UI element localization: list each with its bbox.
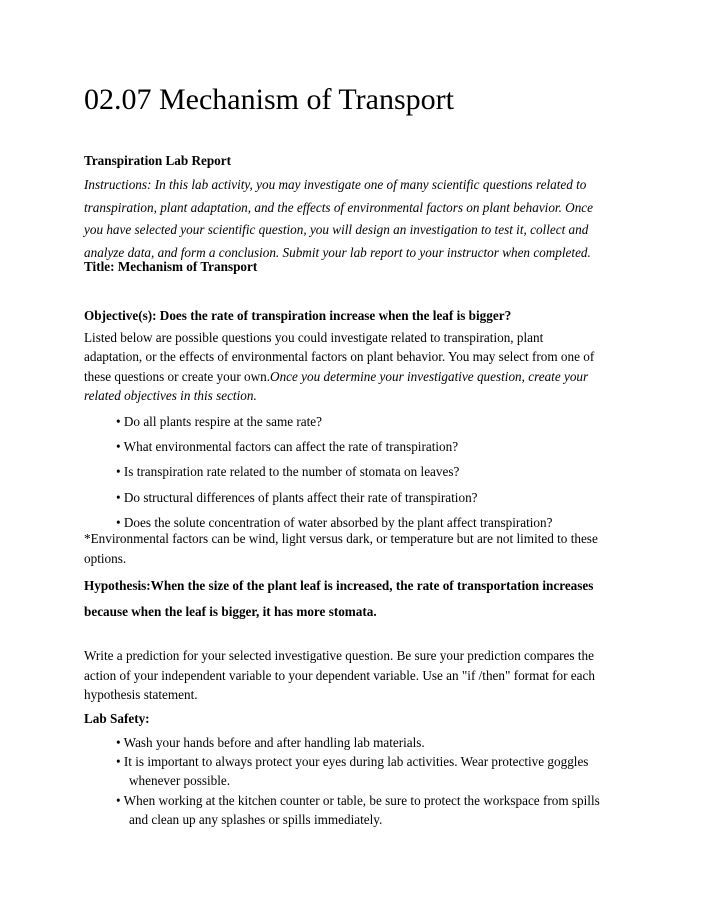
list-item: whenever possible. <box>129 773 231 789</box>
list-item: • When working at the kitchen counter or table, be sure to protect the workspace from spills <box>116 792 600 808</box>
objective-italic-line: related objectives in this section. <box>84 387 257 403</box>
prediction-line: Write a prediction for your selected investigative question. Be sure your prediction compares the <box>84 648 594 663</box>
objective-body <box>84 328 644 405</box>
list-item: • Is transpiration rate related to the number of stomata on leaves? <box>116 464 460 480</box>
lab-safety-heading: Lab Safety: <box>84 711 150 726</box>
list-item: • Does the solute concentration of water absorbed by the plant affect transpiration? <box>116 514 553 530</box>
list-item: • Wash your hands before and after handling lab materials. <box>116 735 425 750</box>
list-item: and clean up any splashes or spills immediately. <box>129 811 383 827</box>
safety-list <box>84 733 676 829</box>
instructions-line: transpiration, plant adaptation, and the effects of environmental factors on plant behavior. Once <box>84 199 594 215</box>
objective-line: these questions or create your own. <box>84 368 271 384</box>
environmental-note <box>84 529 644 568</box>
list-item: • What environmental factors can affect the rate of transpiration? <box>116 439 459 455</box>
instructions-line: Instructions: In this lab activity, you may investigate one of many scientific questions related to <box>84 177 587 192</box>
instructions-line: analyze data, and form a conclusion. Submit your lab report to your instructor when completed. <box>84 244 591 260</box>
title-line: Title: Mechanism of Transport <box>84 259 258 274</box>
hypothesis-line: because when the leaf is bigger, it has more stomata. <box>84 603 377 619</box>
objective-line: Listed below are possible questions you could investigate related to transpiration, plant <box>84 330 544 345</box>
report-heading: Transpiration Lab Report <box>84 153 232 168</box>
objective-heading: Objective(s): Does the rate of transpiration increase when the leaf is bigger? <box>84 308 512 323</box>
list-item: • Do all plants respire at the same rate? <box>116 414 323 429</box>
hypothesis-line: Hypothesis:When the size of the plant leaf is increased, the rate of transportation increases <box>84 578 594 593</box>
note-line: *Environmental factors can be wind, light versus dark, or temperature but are not limited to these <box>84 531 598 546</box>
objective-italic-tail: Once you determine your investigative question, create your <box>270 368 589 384</box>
hypothesis <box>84 573 644 624</box>
list-item: • Do structural differences of plants affect their rate of transpiration? <box>116 489 478 505</box>
prediction-line: action of your independent variable to your dependent variable. Use an "if /then" format for each <box>84 667 595 683</box>
note-line: options. <box>84 550 127 566</box>
instructions-paragraph <box>84 174 644 264</box>
prediction-line: hypothesis statement. <box>84 687 198 702</box>
list-item: • It is important to always protect your eyes during lab activities. Wear protective goggles <box>116 754 589 770</box>
instructions-line: you have selected your scientific question, you will design an investigation to test it, collect and <box>84 222 589 237</box>
objective-line-with-italic <box>84 367 644 386</box>
questions-list <box>84 409 676 535</box>
prediction-paragraph <box>84 646 644 705</box>
objective-line: adaptation, or the effects of environmental factors on plant behavior. You may select from one of <box>84 349 595 365</box>
page-title: 02.07 Mechanism of Transport <box>84 83 454 116</box>
